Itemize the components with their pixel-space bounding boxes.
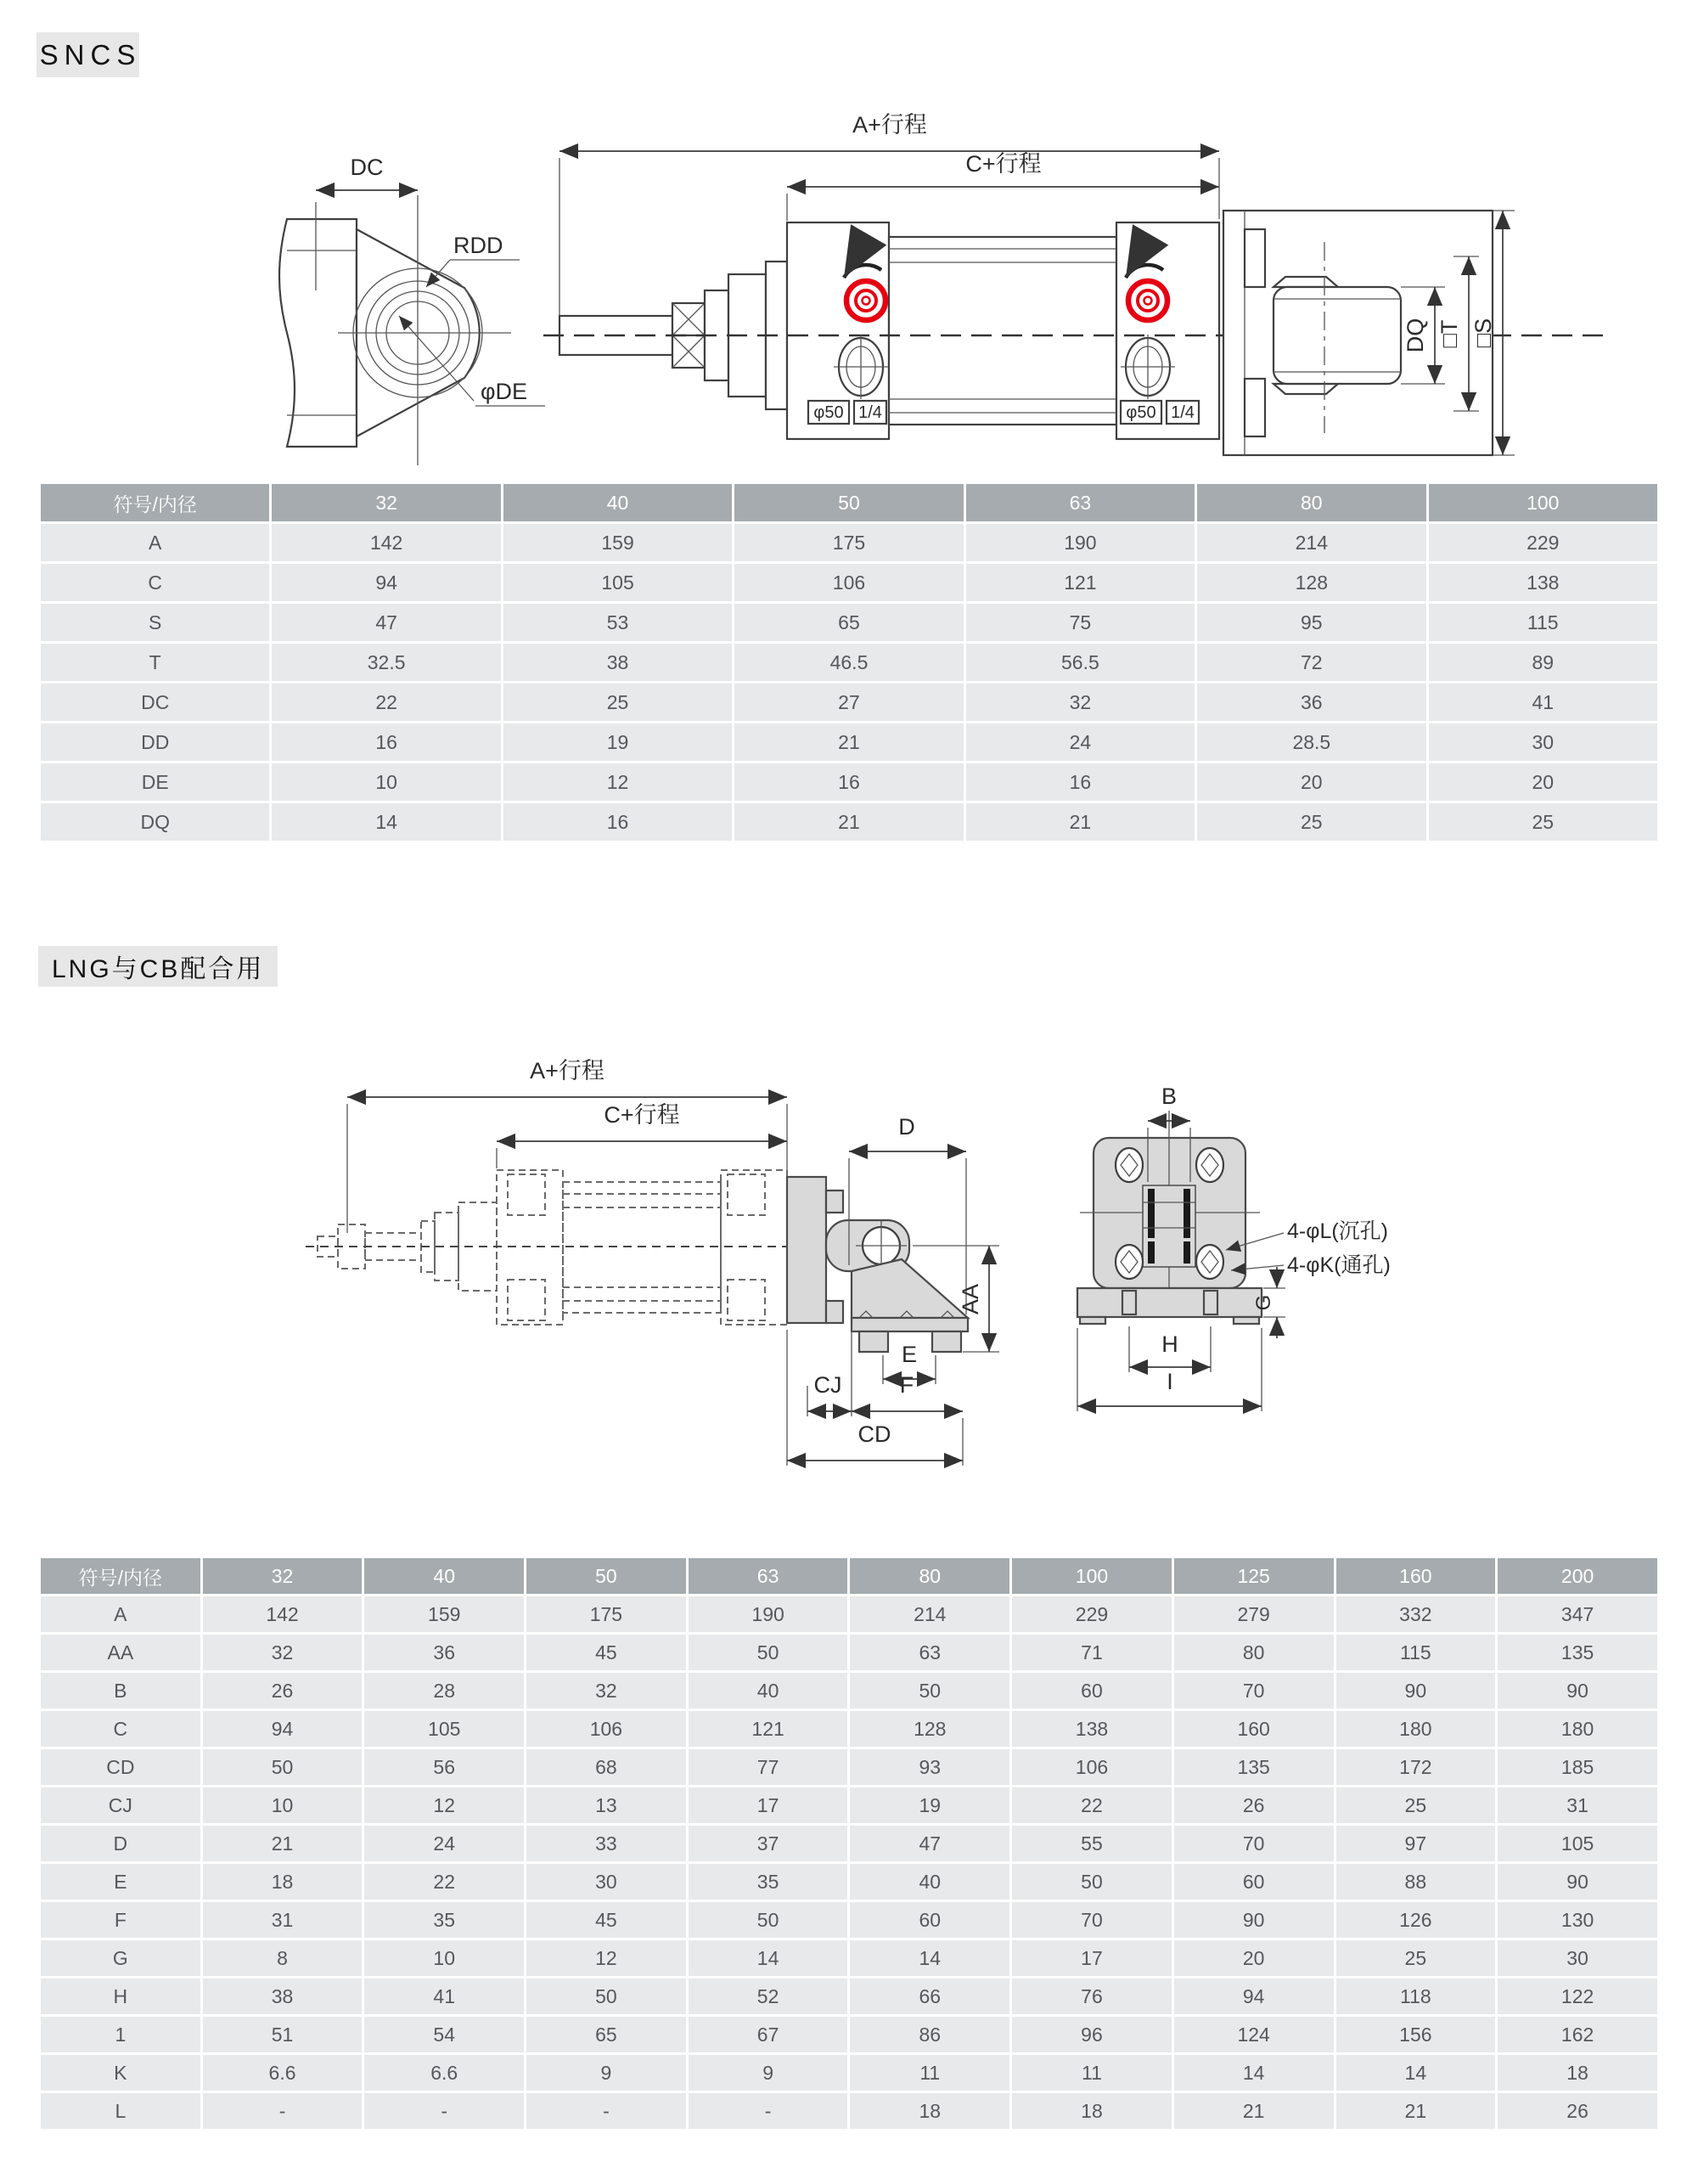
table-cell: 70	[1174, 1673, 1334, 1708]
table-cell: 18	[203, 1864, 363, 1900]
table-cell: 6.6	[364, 2055, 524, 2091]
column-header: 100	[1012, 1558, 1172, 1594]
dimension-cj	[807, 1325, 852, 1416]
g-label: G	[1252, 1294, 1275, 1311]
table-cell: 46.5	[734, 644, 963, 681]
table-cell: 20	[1429, 763, 1657, 801]
table-cell: 10	[364, 1940, 524, 1976]
table-body	[41, 524, 1657, 841]
table-row	[41, 644, 1657, 681]
table-row	[41, 1673, 1657, 1708]
table-cell: 16	[734, 763, 963, 801]
table-cell: 105	[503, 564, 732, 601]
table-cell: 68	[526, 1749, 686, 1785]
table-cell: 21	[734, 803, 963, 841]
port-tag: 1/4	[858, 403, 882, 422]
table-cell: 63	[850, 1635, 1009, 1670]
column-header: 160	[1336, 1558, 1496, 1594]
a-stroke-label: A+行程	[530, 1058, 604, 1084]
table-cell: 45	[526, 1635, 686, 1670]
table-cell: 28.5	[1197, 723, 1425, 761]
dimension-h	[1129, 1326, 1211, 1372]
i-label: I	[1167, 1369, 1173, 1394]
table-cell: 55	[1012, 1826, 1172, 1861]
table-cell: 106	[526, 1711, 686, 1747]
table-row	[41, 803, 1657, 841]
row-label: G	[41, 1940, 200, 1976]
table-cell: 175	[526, 1596, 686, 1632]
table-cell: 96	[1012, 2017, 1172, 2052]
row-label: H	[41, 1979, 200, 2014]
table-cell: 95	[1197, 604, 1425, 641]
label-through-holes	[1231, 1253, 1391, 1277]
f-label: F	[899, 1372, 914, 1398]
table-cell: 38	[203, 1979, 363, 2014]
column-header: 符号/内径	[41, 1558, 200, 1594]
column-header: 200	[1498, 1558, 1657, 1594]
dimension-g	[1252, 1267, 1285, 1338]
table-cell: 71	[1012, 1635, 1172, 1670]
table-cell: 214	[1197, 524, 1425, 561]
table-row	[41, 2093, 1657, 2129]
table-cell: 26	[1498, 2093, 1657, 2129]
table-cell: 121	[966, 564, 1195, 601]
table-cell: 21	[203, 1826, 363, 1861]
lng-cb-technical-drawing	[0, 1019, 1698, 1494]
table-cell: 28	[364, 1673, 524, 1708]
table-cell: 32.5	[272, 644, 500, 681]
table-cell: 138	[1429, 564, 1657, 601]
label-phi-de	[475, 379, 545, 406]
table-cell: -	[203, 2093, 363, 2129]
bore-tag: φ50	[813, 403, 844, 422]
table-cell: -	[526, 2093, 686, 2129]
row-label: 1	[41, 2017, 200, 2052]
table-cell: 18	[1498, 2055, 1657, 2091]
table-cell: 172	[1336, 1749, 1496, 1785]
table-header-row	[41, 1558, 1657, 1594]
table-cell: 86	[850, 2017, 1009, 2052]
e-label: E	[901, 1342, 918, 1367]
table-cell: -	[364, 2093, 524, 2129]
row-label: A	[41, 524, 269, 561]
table-cell: 12	[526, 1940, 686, 1976]
section-title-lng-cb	[38, 946, 278, 987]
table-cell: 214	[850, 1596, 1009, 1632]
table-cell: 10	[272, 763, 500, 801]
table-cell: 22	[272, 684, 500, 721]
table-cell: 10	[203, 1787, 363, 1823]
column-header: 63	[689, 1558, 848, 1594]
table-row	[41, 723, 1657, 761]
d-label: D	[898, 1114, 915, 1140]
k-holes-label: 4-φK(通孔)	[1287, 1253, 1391, 1277]
table-cell: 25	[1429, 803, 1657, 841]
table-cell: 41	[364, 1979, 524, 2014]
table-cell: 19	[850, 1787, 1009, 1823]
table-cell: 21	[1336, 2093, 1496, 2129]
table-cell: 190	[689, 1596, 848, 1632]
column-header: 80	[1197, 484, 1425, 521]
table-cell: 180	[1336, 1711, 1496, 1747]
table-cell: 14	[689, 1940, 848, 1976]
table-cell: 50	[526, 1979, 686, 2014]
table-row	[41, 524, 1657, 561]
row-label: AA	[41, 1635, 200, 1670]
square-t-label: □T	[1437, 319, 1462, 348]
label-counterbore-holes	[1226, 1219, 1388, 1250]
row-label: C	[41, 1711, 200, 1747]
table-row	[41, 564, 1657, 601]
row-label: D	[41, 1826, 200, 1861]
row-label: T	[41, 644, 269, 681]
table-cell: 26	[1174, 1787, 1334, 1823]
table-cell: 135	[1174, 1749, 1334, 1785]
table-cell: 24	[364, 1826, 524, 1861]
table-cell: 75	[966, 604, 1195, 641]
table-cell: 8	[203, 1940, 363, 1976]
section-title-lng-cb-label: LNG与CB配合用	[52, 955, 265, 983]
table-cell: 12	[503, 763, 732, 801]
table-cell: 45	[526, 1902, 686, 1938]
column-header: 32	[272, 484, 500, 521]
dimension-c-stroke	[787, 151, 1219, 221]
row-label: CJ	[41, 1787, 200, 1823]
column-header: 80	[850, 1558, 1009, 1594]
table-cell: 77	[689, 1749, 848, 1785]
table-cell: 106	[734, 564, 963, 601]
table-cell: 106	[1012, 1749, 1172, 1785]
table-cell: 24	[966, 723, 1195, 761]
table-cell: 60	[1174, 1864, 1334, 1900]
column-header: 125	[1174, 1558, 1334, 1594]
table-cell: 18	[850, 2093, 1009, 2129]
table-row	[41, 1749, 1657, 1785]
column-header: 40	[364, 1558, 524, 1594]
table-cell: 60	[850, 1902, 1009, 1938]
table-cell: 33	[526, 1826, 686, 1861]
table-cell: 21	[966, 803, 1195, 841]
table-cell: 138	[1012, 1711, 1172, 1747]
table-cell: 25	[503, 684, 732, 721]
table-row	[41, 1902, 1657, 1938]
table-cell: 115	[1336, 1635, 1496, 1670]
dimension-c-stroke	[497, 1102, 787, 1168]
table-cell: 36	[364, 1635, 524, 1670]
table-cell: 18	[1012, 2093, 1172, 2129]
table-cell: 54	[364, 2017, 524, 2052]
dc-label: DC	[350, 155, 384, 180]
table-cell: 35	[364, 1902, 524, 1938]
table-cell: 40	[850, 1864, 1009, 1900]
cb-bracket-rear-view	[1077, 1111, 1262, 1324]
table-cell: 11	[1012, 2055, 1172, 2091]
table-cell: 14	[272, 803, 500, 841]
sncs-technical-drawing	[0, 68, 1698, 476]
table-cell: 130	[1498, 1902, 1657, 1938]
table-cell: 142	[203, 1596, 363, 1632]
table-cell: 159	[364, 1596, 524, 1632]
table-cell: 80	[1174, 1635, 1334, 1670]
dimension-f	[852, 1372, 963, 1411]
row-label: F	[41, 1902, 200, 1938]
column-header: 32	[203, 1558, 363, 1594]
table-cell: 25	[1336, 1940, 1496, 1976]
column-header: 40	[503, 484, 732, 521]
table-row	[41, 1826, 1657, 1861]
table-cell: 56.5	[966, 644, 1195, 681]
table-row	[41, 1940, 1657, 1976]
aa-label: AA	[958, 1283, 983, 1315]
table-cell: 37	[689, 1826, 848, 1861]
phi-de-label: φDE	[481, 379, 528, 404]
table-cell: 35	[689, 1864, 848, 1900]
b-label: B	[1161, 1084, 1178, 1109]
table-cell: 97	[1336, 1826, 1496, 1861]
table-cell: 20	[1174, 1940, 1334, 1976]
table-cell: 56	[364, 1749, 524, 1785]
table-cell: 32	[966, 684, 1195, 721]
table-cell: 156	[1336, 2017, 1496, 2052]
section-title-sncs-label: SNCS	[39, 38, 142, 70]
table-cell: 89	[1429, 644, 1657, 681]
h-label: H	[1161, 1331, 1178, 1357]
table-cell: 9	[689, 2055, 848, 2091]
table-cell: 36	[1197, 684, 1425, 721]
table-row	[41, 2055, 1657, 2091]
table-cell: 94	[272, 564, 500, 601]
table-cell: 6.6	[203, 2055, 363, 2091]
table-cell: 22	[1012, 1787, 1172, 1823]
square-s-label: □S	[1470, 318, 1496, 348]
table-cell: 16	[966, 763, 1195, 801]
table-cell: 190	[966, 524, 1195, 561]
table-row	[41, 2017, 1657, 2052]
row-label: K	[41, 2055, 200, 2091]
table-cell: 67	[689, 2017, 848, 2052]
sncs-dimension-table	[38, 481, 1660, 843]
table-cell: 88	[1336, 1864, 1496, 1900]
table-cell: 14	[1174, 2055, 1334, 2091]
row-label: B	[41, 1673, 200, 1708]
column-header: 符号/内径	[41, 484, 269, 521]
c-stroke-label: C+行程	[604, 1102, 680, 1128]
table-cell: 159	[503, 524, 732, 561]
table-cell: 17	[1012, 1940, 1172, 1976]
table-cell: 72	[1197, 644, 1425, 681]
a-stroke-label: A+行程	[852, 112, 927, 138]
table-row	[41, 1711, 1657, 1747]
table-cell: 14	[850, 1940, 1009, 1976]
table-cell: 30	[1429, 723, 1657, 761]
table-cell: 11	[850, 2055, 1009, 2091]
cb-bracket-side-view	[787, 1177, 968, 1352]
rdd-label: RDD	[453, 233, 503, 258]
table-cell: 66	[850, 1979, 1009, 2014]
table-cell: 30	[1498, 1940, 1657, 1976]
bore-tag: φ50	[1126, 403, 1156, 422]
table-cell: 126	[1336, 1902, 1496, 1938]
row-label: C	[41, 564, 269, 601]
table-cell: 70	[1174, 1826, 1334, 1861]
table-cell: 22	[364, 1864, 524, 1900]
table-cell: 121	[689, 1711, 848, 1747]
table-cell: 160	[1174, 1711, 1334, 1747]
table-row	[41, 1979, 1657, 2014]
table-cell: 31	[1498, 1787, 1657, 1823]
table-cell: 180	[1498, 1711, 1657, 1747]
table-cell: 51	[203, 2017, 363, 2052]
table-cell: 128	[1197, 564, 1425, 601]
table-cell: 47	[850, 1826, 1009, 1861]
table-cell: 118	[1336, 1979, 1496, 2014]
table-header	[41, 1558, 1657, 1594]
table-cell: 142	[272, 524, 500, 561]
table-cell: 135	[1498, 1635, 1657, 1670]
table-cell: 128	[850, 1711, 1009, 1747]
dq-label: DQ	[1403, 318, 1428, 353]
row-label: E	[41, 1864, 200, 1900]
table-cell: 12	[364, 1787, 524, 1823]
table-row	[41, 1596, 1657, 1632]
table-cell: 65	[734, 604, 963, 641]
table-cell: 26	[203, 1673, 363, 1708]
table-cell: 40	[689, 1673, 848, 1708]
table-cell: 76	[1012, 1979, 1172, 2014]
table-cell: 93	[850, 1749, 1009, 1785]
table-cell: 47	[272, 604, 500, 641]
table-cell: 90	[1498, 1673, 1657, 1708]
table-cell: 105	[364, 1711, 524, 1747]
c-stroke-label: C+行程	[965, 151, 1042, 177]
table-cell: 229	[1429, 524, 1657, 561]
table-cell: 9	[526, 2055, 686, 2091]
column-header: 50	[526, 1558, 686, 1594]
table-row	[41, 1787, 1657, 1823]
row-label: DE	[41, 763, 269, 801]
row-label: DC	[41, 684, 269, 721]
table-cell: 94	[1174, 1979, 1334, 2014]
table-cell: 60	[1012, 1673, 1172, 1708]
table-cell: 50	[203, 1749, 363, 1785]
table-cell: 32	[203, 1635, 363, 1670]
table-cell: 90	[1498, 1864, 1657, 1900]
table-cell: 16	[272, 723, 500, 761]
table-cell: 53	[503, 604, 732, 641]
table-cell: -	[689, 2093, 848, 2129]
table-cell: 347	[1498, 1596, 1657, 1632]
table-row	[41, 604, 1657, 641]
table-row	[41, 1635, 1657, 1670]
l-holes-label: 4-φL(沉孔)	[1287, 1219, 1388, 1243]
table-cell: 332	[1336, 1596, 1496, 1632]
row-label: CD	[41, 1749, 200, 1785]
table-cell: 70	[1012, 1902, 1172, 1938]
table-cell: 13	[526, 1787, 686, 1823]
table-header	[41, 484, 1657, 521]
table-cell: 175	[734, 524, 963, 561]
table-cell: 21	[734, 723, 963, 761]
table-row	[41, 763, 1657, 801]
table-cell: 229	[1012, 1596, 1172, 1632]
table-row	[41, 1864, 1657, 1900]
table-cell: 31	[203, 1902, 363, 1938]
table-row	[41, 684, 1657, 721]
row-label: S	[41, 604, 269, 641]
table-cell: 90	[1174, 1902, 1334, 1938]
table-cell: 25	[1336, 1787, 1496, 1823]
table-cell: 185	[1498, 1749, 1657, 1785]
table-cell: 105	[1498, 1826, 1657, 1861]
table-cell: 17	[689, 1787, 848, 1823]
table-cell: 20	[1197, 763, 1425, 801]
column-header: 100	[1429, 484, 1657, 521]
table-cell: 279	[1174, 1596, 1334, 1632]
table-header-row	[41, 484, 1657, 521]
table-cell: 50	[1012, 1864, 1172, 1900]
table-cell: 27	[734, 684, 963, 721]
table-cell: 124	[1174, 2017, 1334, 2052]
table-cell: 115	[1429, 604, 1657, 641]
table-cell: 16	[503, 803, 732, 841]
table-cell: 50	[850, 1673, 1009, 1708]
table-cell: 38	[503, 644, 732, 681]
table-cell: 65	[526, 2017, 686, 2052]
table-body	[41, 1596, 1657, 2129]
table-cell: 52	[689, 1979, 848, 2014]
row-label: DQ	[41, 803, 269, 841]
table-cell: 14	[1336, 2055, 1496, 2091]
row-label: A	[41, 1596, 200, 1632]
table-cell: 162	[1498, 2017, 1657, 2052]
table-cell: 94	[203, 1711, 363, 1747]
column-header: 63	[966, 484, 1195, 521]
table-cell: 25	[1197, 803, 1425, 841]
table-cell: 50	[689, 1635, 848, 1670]
cj-label: CJ	[813, 1372, 842, 1398]
row-label: DD	[41, 723, 269, 761]
row-label: L	[41, 2093, 200, 2129]
table-cell: 50	[689, 1902, 848, 1938]
table-cell: 90	[1336, 1673, 1496, 1708]
table-cell: 32	[526, 1673, 686, 1708]
table-cell: 41	[1429, 684, 1657, 721]
cd-label: CD	[857, 1421, 891, 1447]
table-cell: 19	[503, 723, 732, 761]
table-cell: 30	[526, 1864, 686, 1900]
table-cell: 122	[1498, 1979, 1657, 2014]
lng-cb-dimension-table	[38, 1556, 1660, 2131]
column-header: 50	[734, 484, 963, 521]
port-tag: 1/4	[1171, 403, 1195, 422]
table-cell: 21	[1174, 2093, 1334, 2129]
